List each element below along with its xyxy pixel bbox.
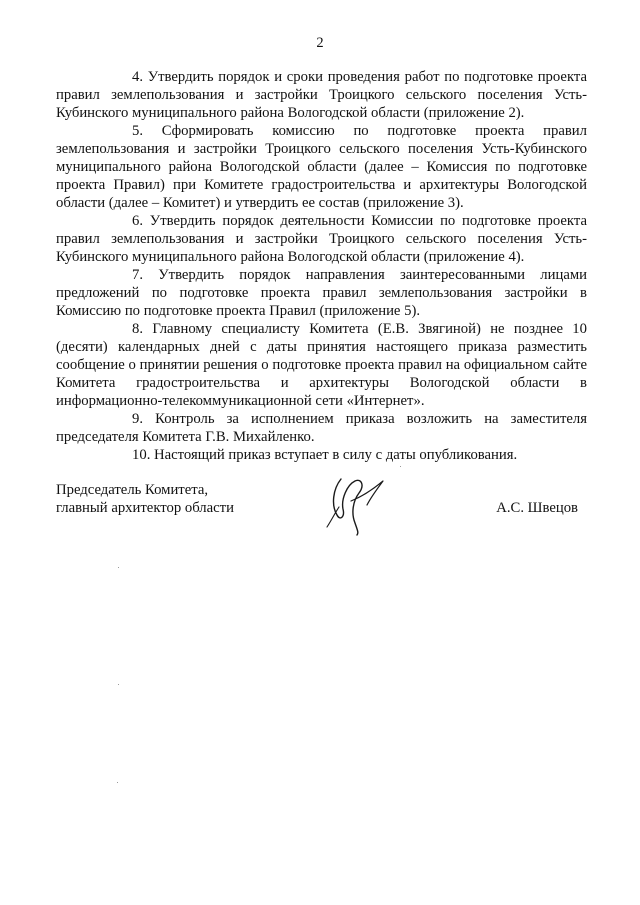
paragraph-text: Утвердить порядок направления заинтересованными лицами предложений по подготовке проекта правил землепользования застройки в Комиссию по подготовке проекта Правил (приложение 5). <box>56 267 587 319</box>
paragraph-number: 10. <box>132 447 151 463</box>
handwritten-signature <box>321 471 391 537</box>
paragraph-number: 4. <box>132 69 144 85</box>
signatory-title <box>56 481 234 517</box>
paragraph-text: Утвердить порядок деятельности Комиссии по подготовке проекта правил землепользования и застройки Троицкого сельского поселения Усть-Кубинского муниципального района Вологодской области (приложение 4). <box>56 213 587 265</box>
signatory-title-line1: Председатель Комитета, <box>56 482 209 498</box>
signature-block <box>56 481 587 541</box>
paragraph-number: 9. <box>132 411 144 427</box>
paragraph-number: 5. <box>132 123 144 139</box>
page-number: 2 <box>316 35 324 51</box>
paragraph-item-10 <box>56 446 587 464</box>
scan-speck <box>400 466 401 467</box>
paragraph-item-8 <box>56 320 587 410</box>
paragraph-number: 8. <box>132 321 144 337</box>
paragraph-text: Настоящий приказ вступает в силу с даты опубликования. <box>154 447 518 463</box>
signatory-title-line2: главный архитектор области <box>56 500 234 516</box>
paragraph-text: Утвердить порядок и сроки проведения работ по подготовке проекта правил землепользования и застройки Троицкого сельского поселения Усть-Кубинского муниципального района Вологодской области (приложение 2). <box>56 69 588 121</box>
signatory-name: А.С. Швецов <box>496 500 578 516</box>
scan-speck <box>118 684 119 685</box>
paragraph-item-7 <box>56 266 587 320</box>
paragraph-item-5 <box>56 122 587 212</box>
paragraph-text: Сформировать комиссию по подготовке проекта правил землепользования и застройки Троицкого сельского поселения Усть-Кубинского муниципального района Вологодской области (далее – Комиссия по подготовке проекта Правил) при Комитете градостроительства и архитектуры Вологодской области (далее – Комитет) и утвердить ее состав (приложение 3). <box>56 123 587 211</box>
paragraph-number: 6. <box>132 213 144 229</box>
document-body <box>56 68 587 464</box>
paragraph-text: Контроль за исполнением приказа возложить на заместителя председателя Комитета Г.В. Михайленко. <box>56 411 587 445</box>
paragraph-item-6 <box>56 212 587 266</box>
paragraph-item-9 <box>56 410 587 446</box>
paragraph-item-4 <box>56 68 587 122</box>
paragraph-text: Главному специалисту Комитета (Е.В. Звягиной) не позднее 10 (десяти) календарных дней с даты принятия настоящего приказа разместить сообщение о принятии решения о подготовке проекта правил на официальном сайте Комитета градостроительства и архитектуры Вологодской области в информационно-телекоммуникационной сети «Интернет». <box>56 321 587 409</box>
paragraph-number: 7. <box>132 267 144 283</box>
scan-speck <box>117 782 118 783</box>
scan-speck <box>118 567 119 568</box>
